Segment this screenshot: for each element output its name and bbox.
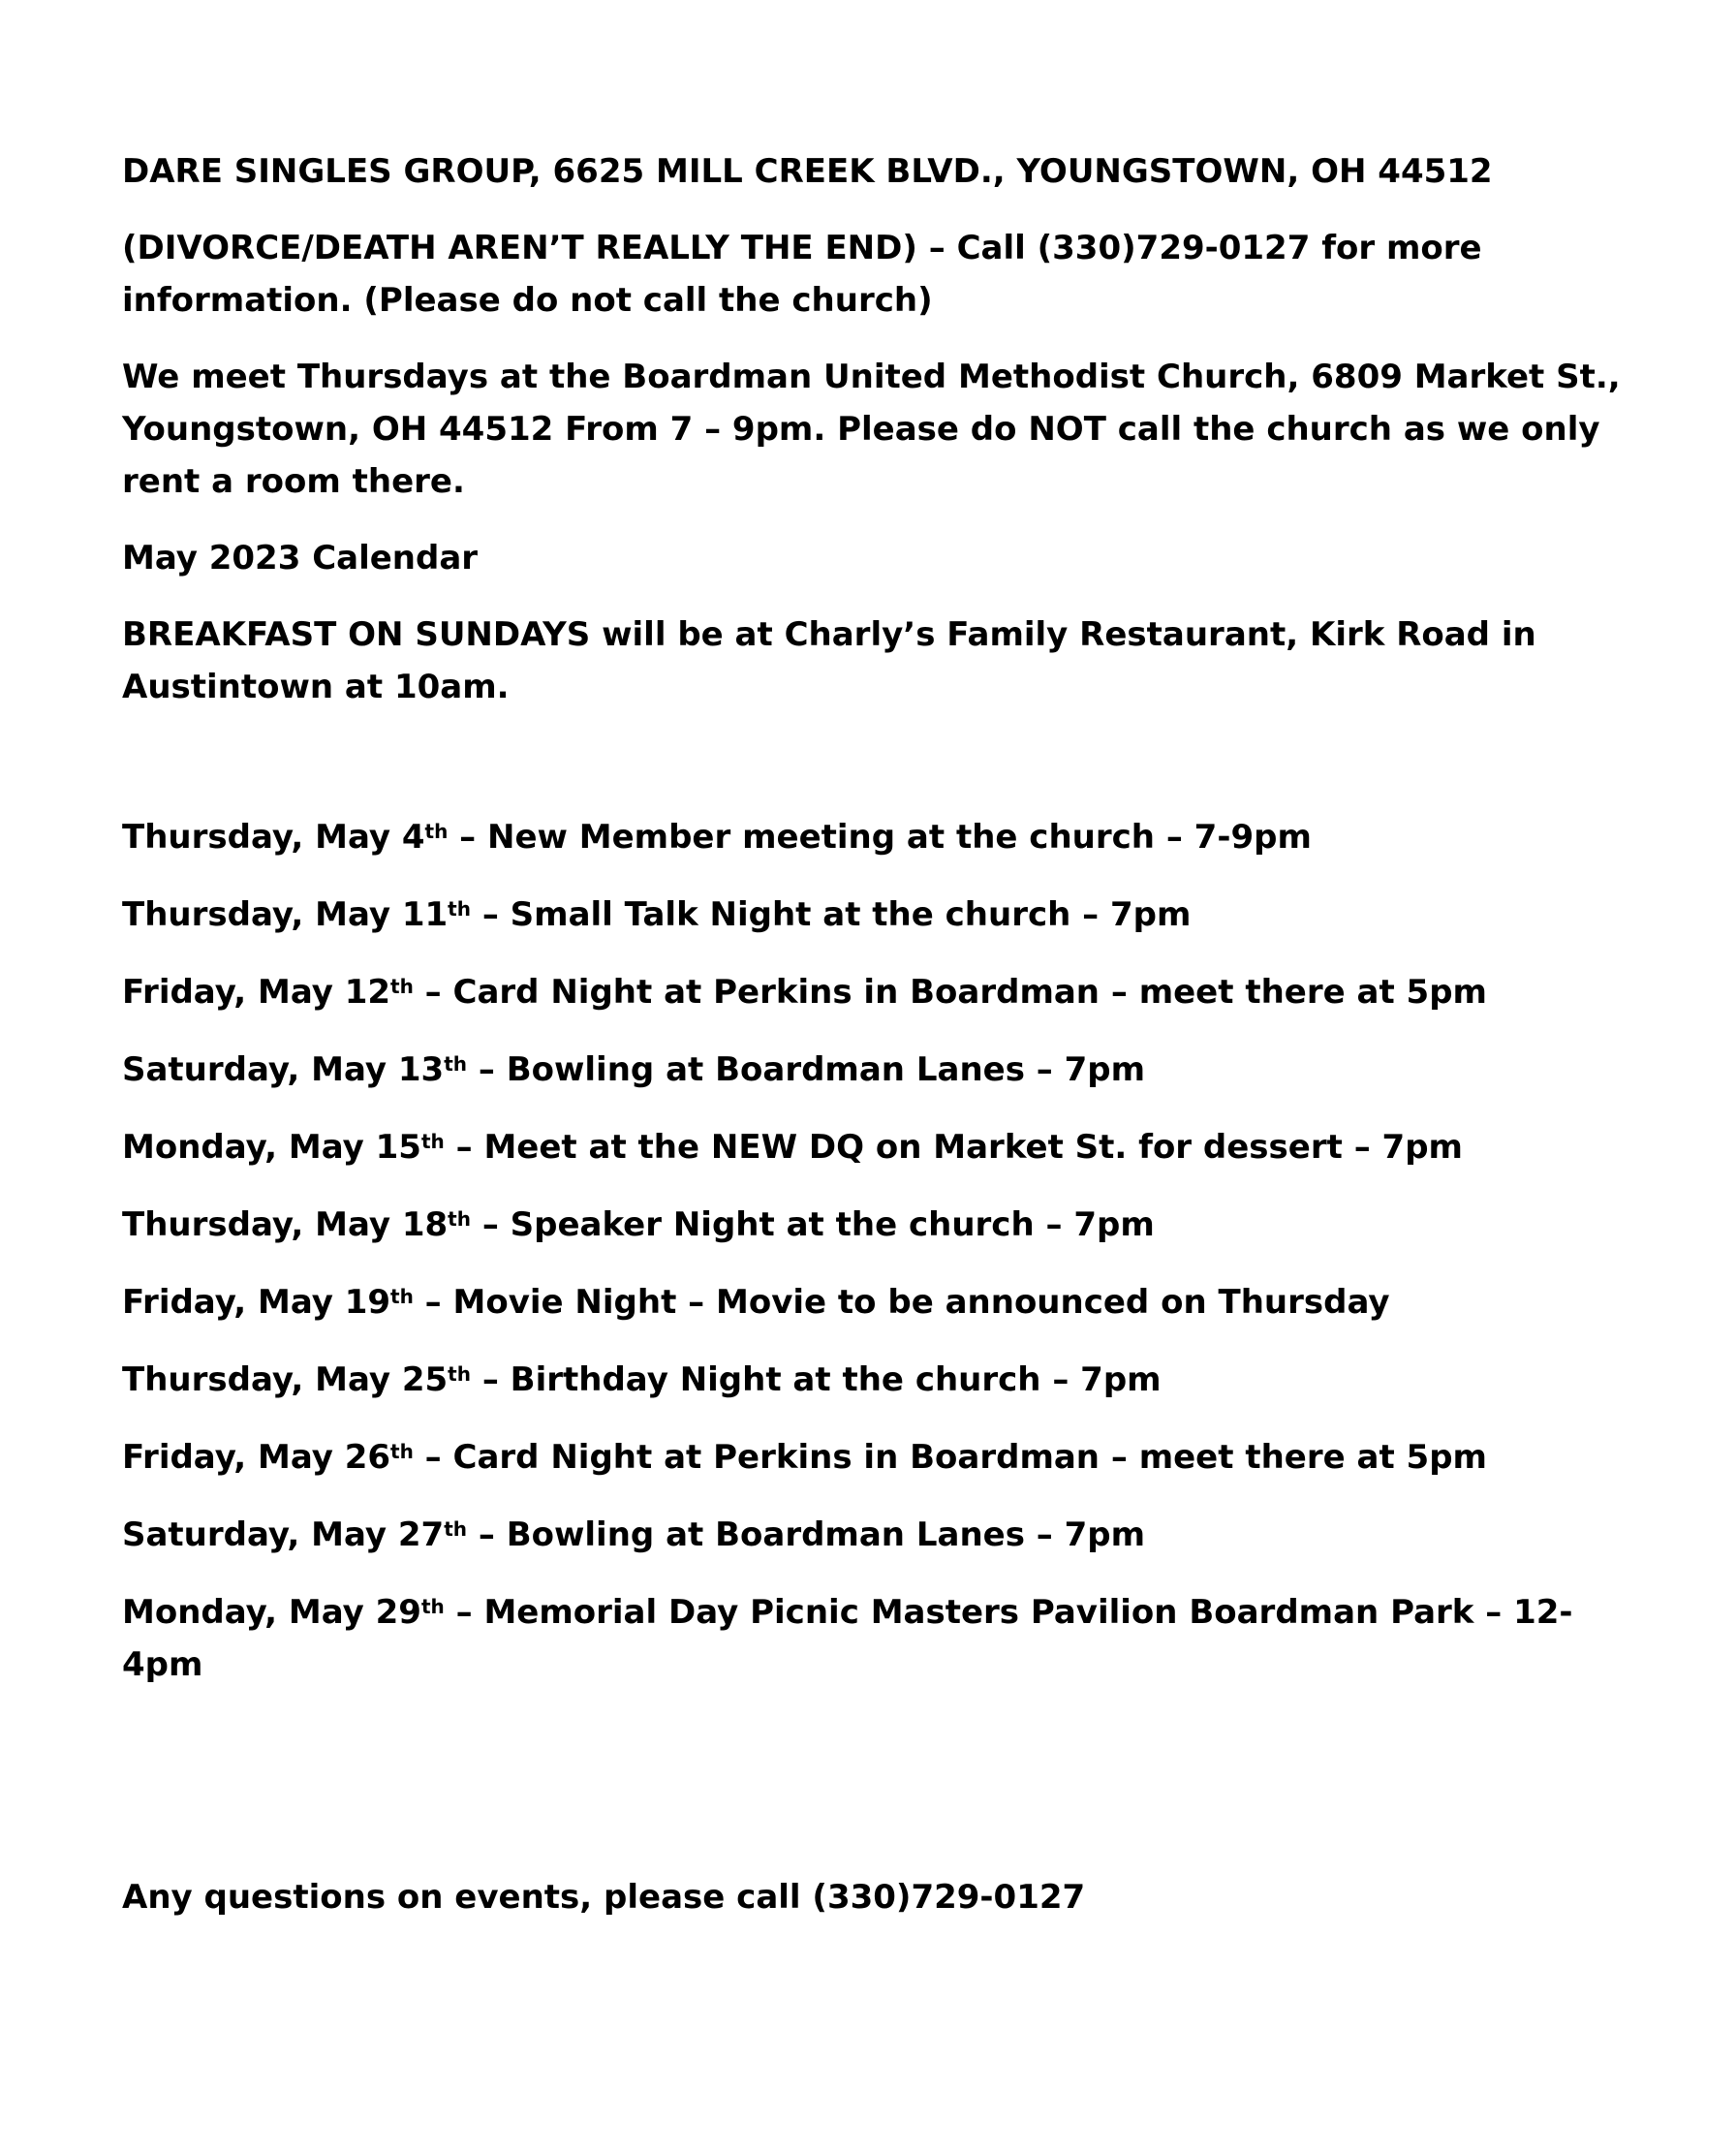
event-description: – Memorial Day Picnic Masters Pavilion Boardman Park – 12-4pm: [122, 1593, 1573, 1684]
event-date: Saturday, May 13: [122, 1050, 445, 1089]
event-date: Monday, May 15: [122, 1128, 421, 1167]
event-date: Monday, May 29: [122, 1593, 421, 1632]
event-item: [122, 1509, 1633, 1561]
event-list: [122, 811, 1633, 1691]
event-date: Friday, May 19: [122, 1283, 391, 1322]
event-description: – Card Night at Perkins in Boardman – meet there at 5pm: [413, 973, 1487, 1012]
ordinal-suffix: th: [390, 1285, 414, 1308]
event-description: – Movie Night – Movie to be announced on Thursday: [413, 1283, 1390, 1322]
event-date: Thursday, May 4: [122, 818, 425, 857]
event-description: – Card Night at Perkins in Boardman – meet there at 5pm: [413, 1438, 1487, 1477]
ordinal-suffix: th: [420, 1130, 445, 1153]
spacer: [122, 737, 1633, 811]
event-description: – Birthday Night at the church – 7pm: [470, 1360, 1162, 1399]
ordinal-suffix: th: [444, 1052, 468, 1076]
contact-note: Any questions on events, please call (330)729-0127: [122, 1878, 1086, 1917]
ordinal-suffix: th: [444, 1517, 468, 1541]
event-item: [122, 1354, 1633, 1406]
spacer: [122, 1716, 1633, 1871]
ordinal-suffix: th: [390, 1440, 414, 1463]
meeting-info: We meet Thursdays at the Boardman United Methodist Church, 6809 Market St., Youngstown, OH 44512 From 7 – 9pm. Please do NOT call the church as we only rent a room there.: [122, 358, 1621, 501]
breakfast-note: BREAKFAST ON SUNDAYS will be at Charly’s Family Restaurant, Kirk Road in Austintown at 10am.: [122, 615, 1536, 706]
event-item: [122, 811, 1633, 863]
event-date: Friday, May 26: [122, 1438, 391, 1477]
event-date: Saturday, May 27: [122, 1515, 445, 1554]
event-description: – Speaker Night at the church – 7pm: [470, 1205, 1155, 1244]
ordinal-suffix: th: [424, 820, 449, 843]
ordinal-suffix: th: [448, 1362, 471, 1386]
calendar-title: May 2023 Calendar: [122, 539, 479, 578]
event-item: [122, 889, 1633, 941]
group-description: (DIVORCE/DEATH AREN’T REALLY THE END) – Call (330)729-0127 for more information. (Please do not call the church): [122, 229, 1482, 320]
event-item: [122, 966, 1633, 1018]
event-item: [122, 1199, 1633, 1251]
event-item: [122, 1121, 1633, 1173]
group-address-heading: DARE SINGLES GROUP, 6625 MILL CREEK BLVD., YOUNGSTOWN, OH 44512: [122, 152, 1493, 191]
event-description: – Small Talk Night at the church – 7pm: [470, 895, 1192, 934]
event-item: [122, 1276, 1633, 1328]
event-description: – Bowling at Boardman Lanes – 7pm: [467, 1050, 1146, 1089]
event-date: Thursday, May 11: [122, 895, 449, 934]
event-date: Friday, May 12: [122, 973, 391, 1012]
document-page: [122, 145, 1633, 1948]
event-date: Thursday, May 18: [122, 1205, 449, 1244]
event-date: Thursday, May 25: [122, 1360, 449, 1399]
event-description: – Bowling at Boardman Lanes – 7pm: [467, 1515, 1146, 1554]
event-description: – Meet at the NEW DQ on Market St. for dessert – 7pm: [444, 1128, 1463, 1167]
event-item: [122, 1586, 1633, 1691]
ordinal-suffix: th: [448, 1207, 471, 1231]
event-item: [122, 1044, 1633, 1096]
ordinal-suffix: th: [448, 897, 471, 921]
event-description: – New Member meeting at the church – 7-9pm: [448, 818, 1312, 857]
ordinal-suffix: th: [390, 975, 414, 998]
event-item: [122, 1431, 1633, 1484]
ordinal-suffix: th: [420, 1595, 445, 1618]
